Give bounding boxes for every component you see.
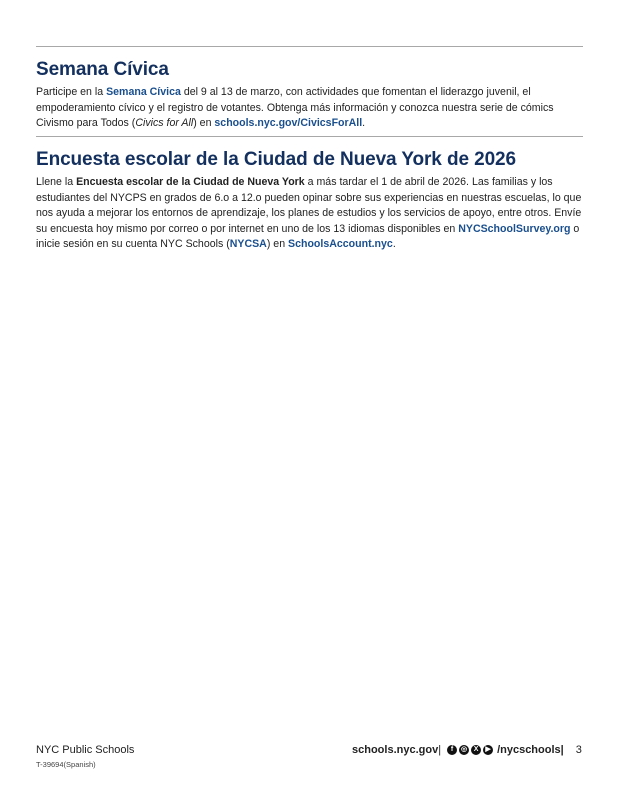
footer-left [36, 744, 134, 769]
body-text: a más tardar el 1 de abril de 2026. Las familias y los estudiantes del NYCPS en grados de 6.o a 12.o pueden opinar sobre sus experiencias en nuestras escuelas, lo que nos ayuda a mejorar los entornos de aprendizaje, los planes de estudios y los servicios de apoyo, entre otros. Envíe su encuesta hoy mismo por correo o por internet en uno de los 13 idiomas disponibles en [36, 176, 582, 235]
middle-divider [36, 136, 583, 137]
footer-right [352, 744, 582, 756]
body-text: . [362, 117, 366, 130]
body-text: del 9 al 13 de marzo, con actividades que fomentan el liderazgo juvenil, el empoderamiento cívico y el registro de votantes. Obtenga más información y conozca nuestra serie de cómics Civismo para Todos ( [36, 86, 554, 130]
top-divider [36, 46, 583, 47]
social-icons [447, 745, 493, 755]
body-text: ) en [193, 117, 215, 130]
x-icon[interactable]: X [471, 745, 481, 755]
body-text: ) en [266, 238, 289, 251]
civics-for-all-link[interactable]: schools.nyc.gov/CivicsForAll [214, 117, 363, 130]
page-number: 3 [575, 744, 582, 756]
site-link[interactable]: schools.nyc.gov [352, 744, 439, 756]
semana-civica-link[interactable]: Semana Cívica [106, 86, 181, 98]
body-text: Llene la [36, 176, 77, 188]
body-text: o inicie sesión en su cuenta NYC Schools ( [36, 222, 580, 251]
document-code: T-39694(Spanish) [36, 760, 96, 769]
section-encuesta [36, 149, 586, 253]
section-title: Encuesta escolar de la Ciudad de Nueva York de 2026 [36, 149, 516, 170]
facebook-icon[interactable]: f [447, 745, 457, 755]
italic-text: Civics for All [135, 117, 194, 130]
section-body [36, 85, 586, 132]
schools-account-link[interactable]: SchoolsAccount.nyc [288, 238, 393, 251]
body-text: . [392, 238, 396, 251]
separator: | [438, 744, 442, 756]
nyc-school-survey-link[interactable]: NYCSchoolSurvey.org [458, 222, 571, 235]
section-semana-civica [36, 59, 586, 132]
youtube-icon[interactable]: ▶ [483, 745, 493, 755]
section-title: Semana Cívica [36, 59, 169, 80]
bold-text: Encuesta escolar de la Ciudad de Nueva York [76, 176, 305, 188]
nycsa-link[interactable]: NYCSA [229, 238, 267, 251]
social-handle: /nycschools| [497, 744, 564, 756]
instagram-icon[interactable]: ◎ [461, 746, 468, 753]
section-body [36, 175, 586, 253]
org-name: NYC Public Schools [36, 744, 135, 756]
body-text: Participe en la [36, 86, 107, 98]
